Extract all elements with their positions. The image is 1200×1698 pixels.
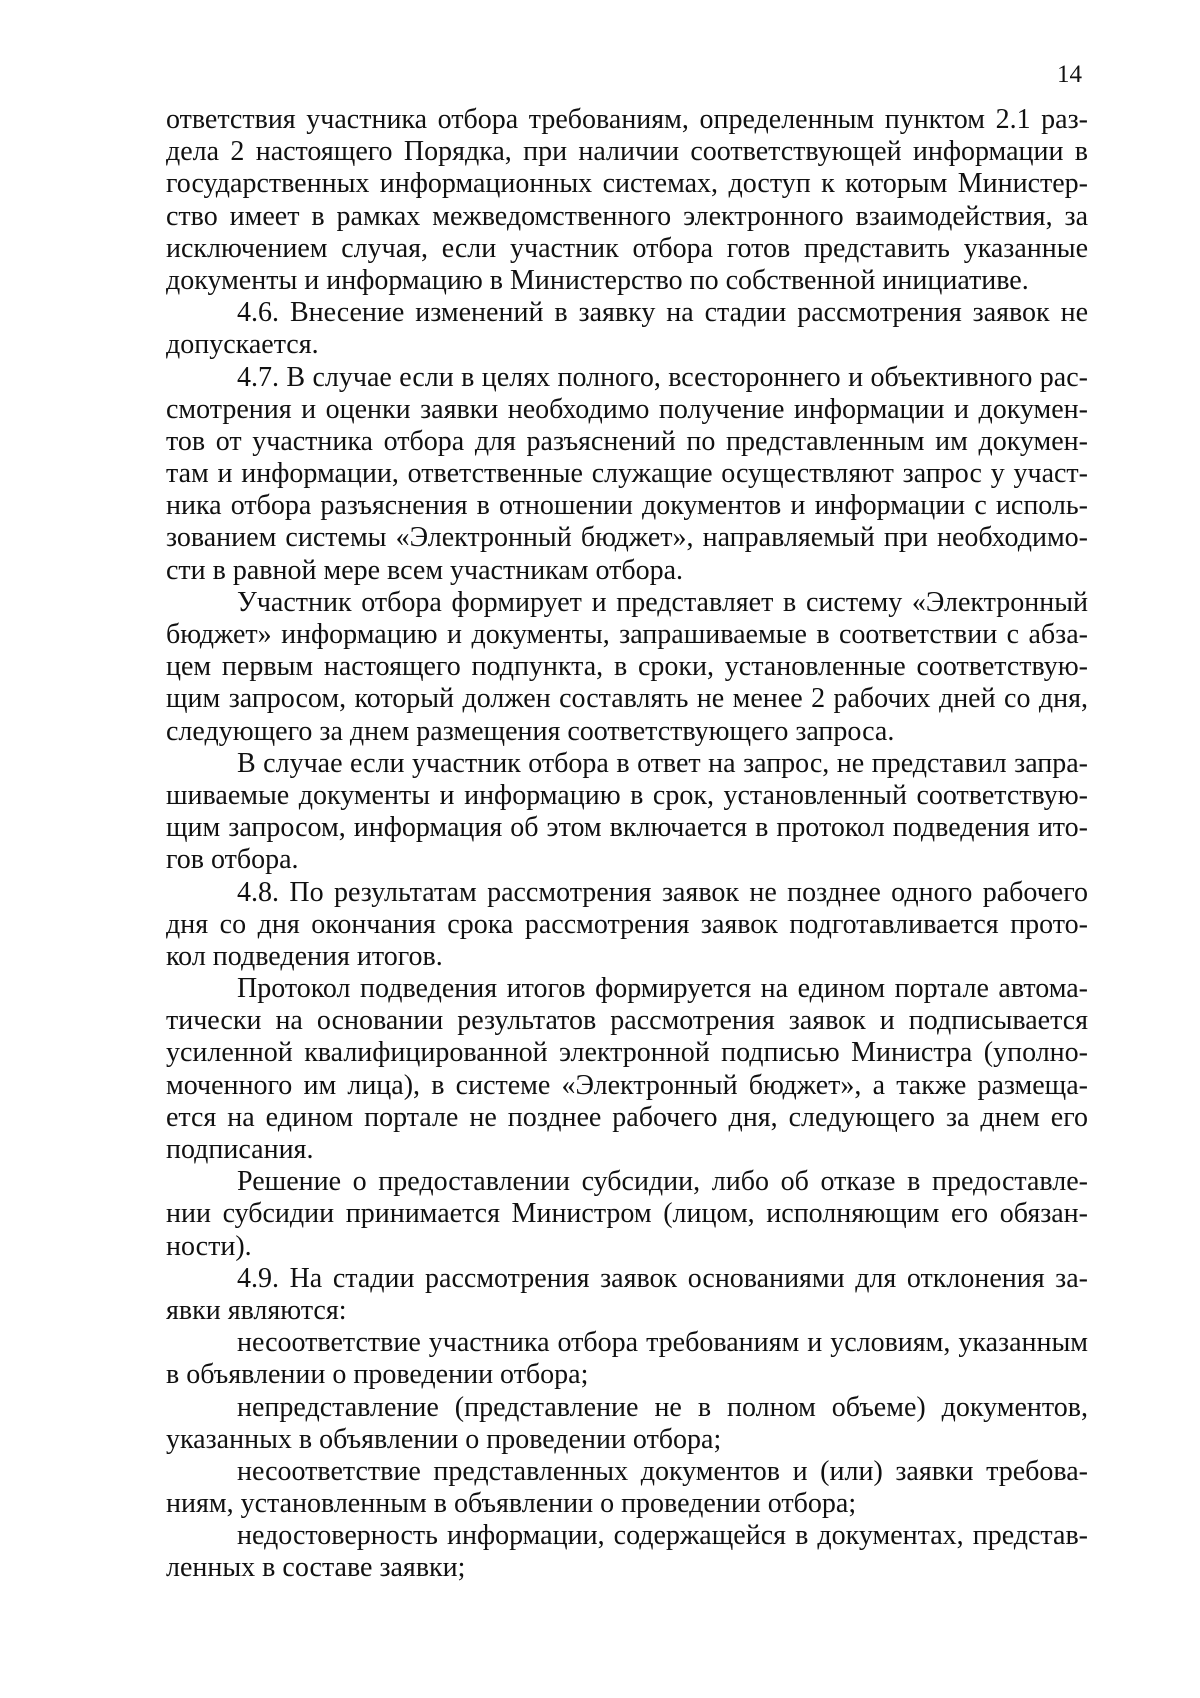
text-line: недостоверность информации, содержащейся в документах, представ- bbox=[237, 1520, 1088, 1552]
text-line: в объявлении о проведении отбора; bbox=[166, 1359, 589, 1391]
text-line: непредставление (представление не в полном объеме) документов, bbox=[237, 1391, 1088, 1423]
text-line: там и информации, ответственные служащие осуществляют запрос у участ- bbox=[166, 458, 1088, 490]
text-line: цем первым настоящего подпункта, в сроки, установленные соответствую- bbox=[166, 651, 1088, 683]
document-body bbox=[166, 104, 1088, 1585]
text-line: кол подведения итогов. bbox=[166, 940, 443, 972]
text-line: В случае если участник отбора в ответ на запрос, не представил запра- bbox=[237, 747, 1088, 779]
text-line: подписания. bbox=[166, 1134, 314, 1165]
text-line: Решение о предоставлении субсидии, либо об отказе в предоставле- bbox=[237, 1166, 1088, 1198]
text-line: щим запросом, информация об этом включается в протокол подведения ито- bbox=[166, 812, 1088, 844]
text-line: следующего за днем размещения соответствующего запроса. bbox=[166, 715, 895, 747]
text-line: несоответствие представленных документов и (или) заявки требова- bbox=[237, 1455, 1088, 1487]
text-line: указанных в объявлении о проведении отбора; bbox=[166, 1423, 722, 1455]
text-line: ника отбора разъяснения в отношении документов и информации с исполь- bbox=[166, 490, 1088, 522]
text-line: тически на основании результатов рассмотрения заявок и подписывается bbox=[166, 1005, 1088, 1037]
text-line: щим запросом, который должен составлять не менее 2 рабочих дней со дня, bbox=[166, 683, 1088, 715]
text-line: гов отбора. bbox=[166, 844, 299, 876]
text-line: допускается. bbox=[166, 329, 319, 361]
text-line: усиленной квалифицированной электронной подписью Министра (уполно- bbox=[166, 1037, 1088, 1069]
text-line: тов от участника отбора для разъяснений по представленным им докумен- bbox=[166, 425, 1088, 457]
text-line: ется на едином портале не позднее рабочего дня, следующего за днем его bbox=[166, 1101, 1088, 1133]
text-line: государственных информационных системах, доступ к которым Министер- bbox=[166, 168, 1088, 200]
text-line: Участник отбора формирует и представляет в систему «Электронный bbox=[237, 586, 1088, 618]
text-line: шиваемые документы и информацию в срок, установленный соответствую- bbox=[166, 779, 1088, 811]
text-line: 4.7. В случае если в целях полного, всестороннего и объективного рас- bbox=[237, 361, 1088, 393]
text-line: дела 2 настоящего Порядка, при наличии соответствующей информации в bbox=[166, 136, 1088, 168]
text-line: смотрения и оценки заявки необходимо получение информации и докумен- bbox=[166, 393, 1088, 425]
text-line: исключением случая, если участник отбора готов представить указанные bbox=[166, 232, 1088, 264]
text-line: зованием системы «Электронный бюджет», направляемый при необходимо- bbox=[166, 522, 1088, 554]
text-line: документы и информацию в Министерство по собственной инициативе. bbox=[166, 264, 1029, 296]
page-number: 14 bbox=[1057, 61, 1082, 88]
text-line: ниям, установленным в объявлении о проведении отбора; bbox=[166, 1488, 857, 1520]
text-line: 4.8. По результатам рассмотрения заявок не позднее одного рабочего bbox=[237, 876, 1088, 908]
text-line: моченного им лица), в системе «Электронный бюджет», а также размеща- bbox=[166, 1069, 1088, 1101]
text-line: ленных в составе заявки; bbox=[166, 1552, 466, 1584]
text-line: бюджет» информацию и документы, запрашиваемые в соответствии с абза- bbox=[166, 619, 1088, 650]
text-line: 4.9. На стадии рассмотрения заявок основаниями для отклонения за- bbox=[237, 1262, 1088, 1294]
text-line: ности). bbox=[166, 1230, 252, 1262]
text-line: дня со дня окончания срока рассмотрения заявок подготавливается прото- bbox=[166, 908, 1088, 940]
text-line: нии субсидии принимается Министром (лицом, исполняющим его обязан- bbox=[166, 1198, 1088, 1230]
text-line: явки являются: bbox=[166, 1294, 347, 1326]
text-line: ство имеет в рамках межведомственного электронного взаимодействия, за bbox=[166, 200, 1088, 232]
text-line: несоответствие участника отбора требованиям и условиям, указанным bbox=[237, 1327, 1088, 1359]
text-line: сти в равной мере всем участникам отбора. bbox=[166, 554, 684, 586]
text-line: Протокол подведения итогов формируется на едином портале автома- bbox=[237, 973, 1088, 1005]
text-line: ответствия участника отбора требованиям, определенным пунктом 2.1 раз- bbox=[166, 104, 1088, 135]
text-line: 4.6. Внесение изменений в заявку на стадии рассмотрения заявок не bbox=[237, 297, 1088, 329]
